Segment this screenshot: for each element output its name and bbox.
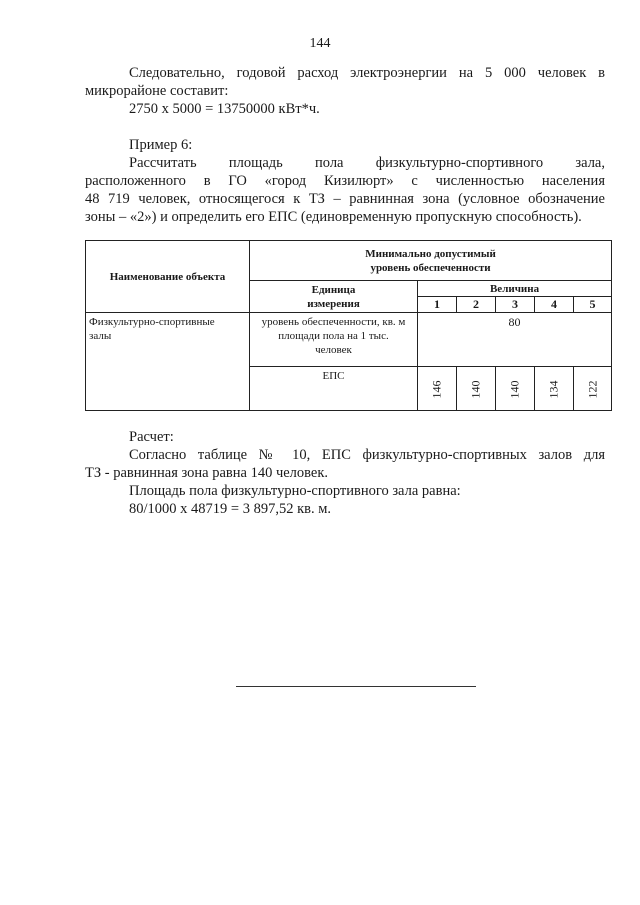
unit-level: уровень обеспеченности, кв. м площади пола на 1 тыс. человек bbox=[250, 313, 418, 367]
eps-zone-2: 140 bbox=[457, 367, 496, 411]
zone-4: 4 bbox=[535, 297, 574, 313]
intro-line-2: микрорайоне составит: bbox=[85, 83, 229, 99]
page-number: 144 bbox=[309, 36, 331, 51]
unit-eps: ЕПС bbox=[250, 367, 418, 411]
zone-1: 1 bbox=[418, 297, 457, 313]
object-name: Физкультурно-спортивные залы bbox=[86, 313, 250, 411]
header-unit: Единица измерения bbox=[250, 281, 418, 313]
example-title: Пример 6: bbox=[129, 137, 193, 153]
calc-title: Расчет: bbox=[129, 429, 174, 445]
eps-zone-3: 140 bbox=[496, 367, 535, 411]
bottom-rule bbox=[236, 686, 476, 687]
example-line-3: 48 719 человек, относящегося к ТЗ – равнинная зона (условное обозначение bbox=[85, 191, 605, 207]
calc-line-2: ТЗ - равнинная зона равна 140 человек. bbox=[85, 465, 329, 481]
zone-3: 3 bbox=[496, 297, 535, 313]
header-min-level: Минимально допустимый уровень обеспеченности bbox=[250, 241, 612, 281]
example-line-1: Рассчитать площадь пола физкультурно-спортивного зала, bbox=[129, 155, 605, 171]
eps-zone-5: 122 bbox=[574, 367, 612, 411]
example-line-2: расположенного в ГО «город Кизилюрт» с численностью населения bbox=[85, 173, 605, 189]
intro-formula: 2750 х 5000 = 13750000 кВт*ч. bbox=[129, 101, 320, 117]
example-line-4: зоны – «2») и определить его ЕПС (единовременную пропускную способность). bbox=[85, 209, 582, 225]
data-table bbox=[85, 240, 612, 411]
eps-zone-4: 134 bbox=[535, 367, 574, 411]
calc-line-1: Согласно таблице № 10, ЕПС физкультурно-спортивных залов для bbox=[129, 447, 605, 463]
zone-2: 2 bbox=[457, 297, 496, 313]
level-value: 80 bbox=[418, 313, 612, 367]
calc-line-4: 80/1000 х 48719 = 3 897,52 кв. м. bbox=[129, 501, 332, 517]
header-object: Наименование объекта bbox=[86, 241, 250, 313]
intro-line-1: Следовательно, годовой расход электроэнергии на 5 000 человек в bbox=[129, 65, 605, 81]
calc-line-3: Площадь пола физкультурно-спортивного зала равна: bbox=[129, 483, 461, 499]
eps-zone-1: 146 bbox=[418, 367, 457, 411]
zone-5: 5 bbox=[574, 297, 612, 313]
header-value: Величина bbox=[418, 281, 612, 297]
